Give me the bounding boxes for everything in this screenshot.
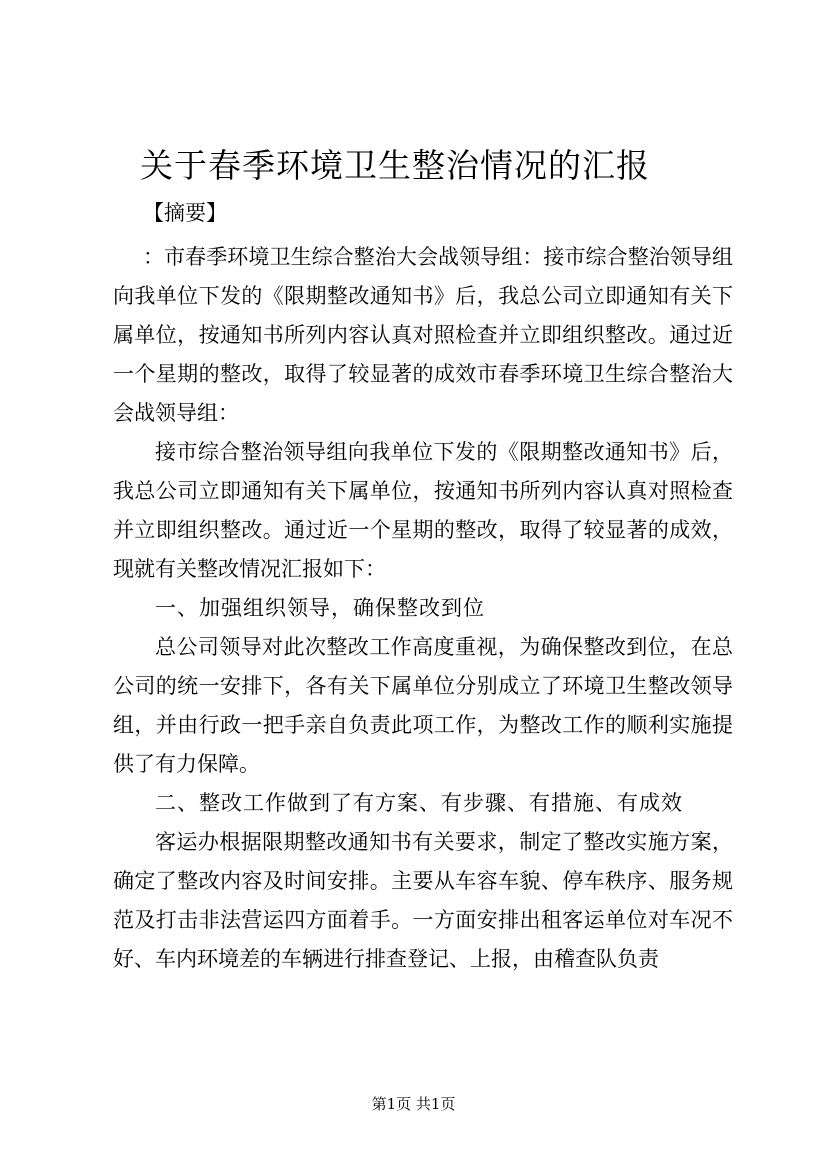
section-heading-2: 二、整改工作做到了有方案、有步骤、有措施、有成效 bbox=[155, 791, 683, 815]
section-heading-1: 一、加强组织领导，确保整改到位 bbox=[155, 596, 485, 620]
page-footer: 第1页 共1页 bbox=[371, 1095, 456, 1113]
paragraph-plan: 客运办根据限期整改通知书有关要求，制定了整改实施方案，确定了整改内容及时间安排。主要从车容车貌、停车秩序、服务规范及打击非法营运四方面着手。一方面安排出租客运单位对车况不好、车内环境差的车辆进行排查登记、上报，由稽查队负责 bbox=[113, 830, 733, 971]
document-body bbox=[113, 238, 733, 979]
paragraph-intro: ：市春季环境卫生综合整治大会战领导组：接市综合整治领导组向我单位下发的《限期整改通知书》后，我总公司立即通知有关下属单位，按通知书所列内容认真对照检查并立即组织整改。通过近一个星期的整改，取得了较显著的成效市春季环境卫生综合整治大会战领导组： bbox=[113, 245, 733, 425]
paragraph-report: 接市综合整治领导组向我单位下发的《限期整改通知书》后，我总公司立即通知有关下属单位，按通知书所列内容认真对照检查并立即组织整改。通过近一个星期的整改，取得了较显著的成效，现就有关整改情况汇报如下： bbox=[113, 440, 733, 581]
paragraph-leadership: 总公司领导对此次整改工作高度重视，为确保整改到位，在总公司的统一安排下，各有关下属单位分别成立了环境卫生整改领导组，并由行政一把手亲自负责此项工作，为整改工作的顺利实施提供了有力保障。 bbox=[113, 635, 733, 776]
abstract-label: 【摘要】 bbox=[143, 201, 227, 225]
document-title: 关于春季环境卫生整治情况的汇报 bbox=[140, 146, 650, 185]
